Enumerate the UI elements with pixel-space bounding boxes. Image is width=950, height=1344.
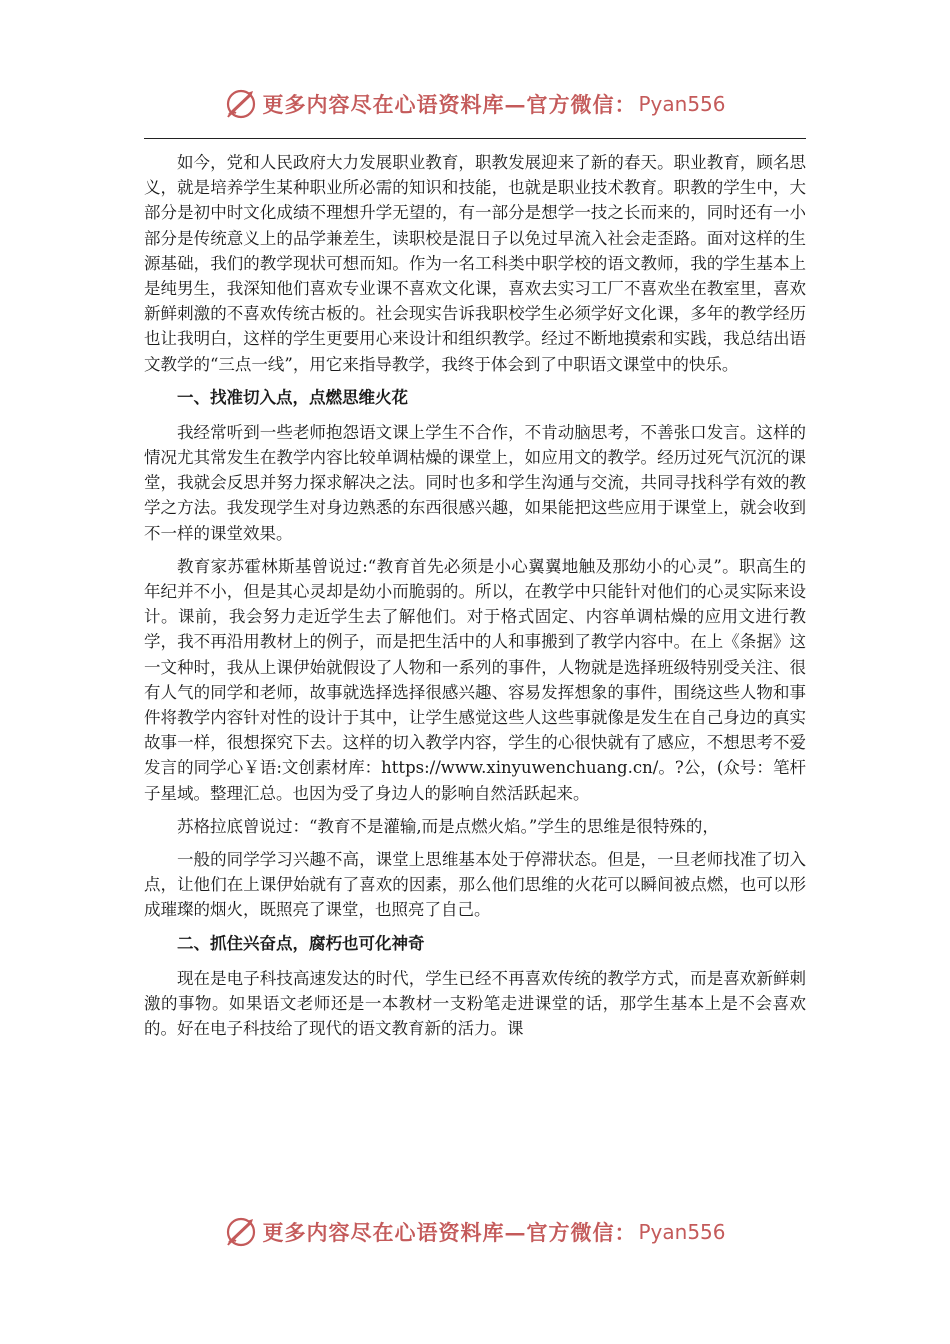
header-banner-text: 更多内容尽在心语资料库—官方微信： bbox=[262, 92, 637, 117]
paragraph-5: 一般的同学学习兴趣不高，课堂上思维基本处于停滞状态。但是，一旦老师找准了切入点，让他们在上课伊始就有了喜欢的因素，那么他们思维的火花可以瞬间被点燃，也可以形成璀璨的烟火，既照亮了课堂，也照亮了自己。 bbox=[144, 850, 806, 920]
brand-logo-icon bbox=[224, 1215, 258, 1249]
document-body bbox=[144, 144, 806, 1049]
footer-banner bbox=[0, 1212, 950, 1252]
header-divider bbox=[144, 138, 806, 139]
paragraph-6: 现在是电子科技高速发达的时代，学生已经不再喜欢传统的教学方式，而是喜欢新鲜刺激的事物。如果语文老师还是一本教材一支粉笔走进课堂的话，那学生基本上是不会喜欢的。好在电子科技给了现代的语文教育新的活力。课 bbox=[144, 968, 806, 1039]
page-footer bbox=[0, 1212, 950, 1252]
header-wechat-id: Pyan556 bbox=[638, 92, 726, 116]
section-heading-1: 一、找准切入点，点燃思维火花 bbox=[177, 387, 408, 407]
paragraph-intro: 如今，党和人民政府大力发展职业教育，职教发展迎来了新的春天。职业教育，顾名思义，就是培养学生某种职业所必需的知识和技能，也就是职业技术教育。职教的学生中，大部分是初中时文化成绩不理想升学无望的，有一部分是想学一技之长而来的，同时还有一小部分是传统意义上的品学兼差生，读职校是混日子以免过早流入社会走歪路。面对这样的生源基础，我们的教学现状可想而知。作为一名工科类中职学校的语文教师，我的学生基本上是纯男生，我深知他们喜欢专业课不喜欢文化课，喜欢去实习工厂不喜欢坐在教室里，喜欢新鲜刺激的不喜欢传统古板的。社会现实告诉我职校学生必须学好文化课，多年的教学经历也让我明白，这样的学生更要用心来设计和组织教学。经过不断地摸索和实践，我总结出语文教学的“三点一线”，用它来指导教学，我终于体会到了中职语文课堂中的快乐。 bbox=[144, 153, 806, 374]
section-heading-2: 二、抓住兴奋点，腐朽也可化神奇 bbox=[177, 933, 425, 953]
footer-banner-text: 更多内容尽在心语资料库—官方微信： bbox=[262, 1220, 637, 1245]
footer-wechat-id: Pyan556 bbox=[638, 1220, 726, 1244]
paragraph-2: 我经常听到一些老师抱怨语文课上学生不合作，不肯动脑思考，不善张口发言。这样的情况尤其常发生在教学内容比较单调枯燥的课堂上，如应用文的教学。经历过死气沉沉的课堂，我就会反思并努力探求解决之法。同时也多和学生沟通与交流，共同寻找科学有效的教学之方法。我发现学生对身边熟悉的东西很感兴趣，如果能把这些应用于课堂上，就会收到不一样的课堂效果。 bbox=[144, 422, 806, 543]
paragraph-3: 教育家苏霍林斯基曾说过:“教育首先必须是小心翼翼地触及那幼小的心灵”。职高生的年纪并不小，但是其心灵却是幼小而脆弱的。所以，在教学中只能针对他们的心灵实际来设计。课前，我会努力走近学生去了解他们。对于格式固定、内容单调枯燥的应用文进行教学，我不再沿用教材上的例子，而是把生活中的人和事搬到了教学内容中。在上《条据》这一文种时，我从上课伊始就假设了人物和一系列的事件，人物就是选择班级特别受关注、很有人气的同学和老师，故事就选择选择很感兴趣、容易发挥想象的事件，围绕这些人物和事件将教学内容针对性的设计于其中，让学生感觉这些人这些事就像是发生在自己身边的真实故事一样，很想探究下去。这样的切入教学内容，学生的心很快就有了感应，不想思考不爱发言的同学心￥语:文创素材库：https://www.xinyuwenchuang.cn/。?公，(众号：笔杆子星域。整理汇总。也因为受了身边人的影响自然活跃起来。 bbox=[144, 556, 806, 803]
brand-logo-icon bbox=[224, 87, 258, 121]
paragraph-4: 苏格拉底曾说过：“教育不是灌输,而是点燃火焰。”学生的思维是很特殊的， bbox=[177, 816, 719, 836]
header-banner bbox=[0, 84, 950, 124]
page-header bbox=[0, 84, 950, 124]
